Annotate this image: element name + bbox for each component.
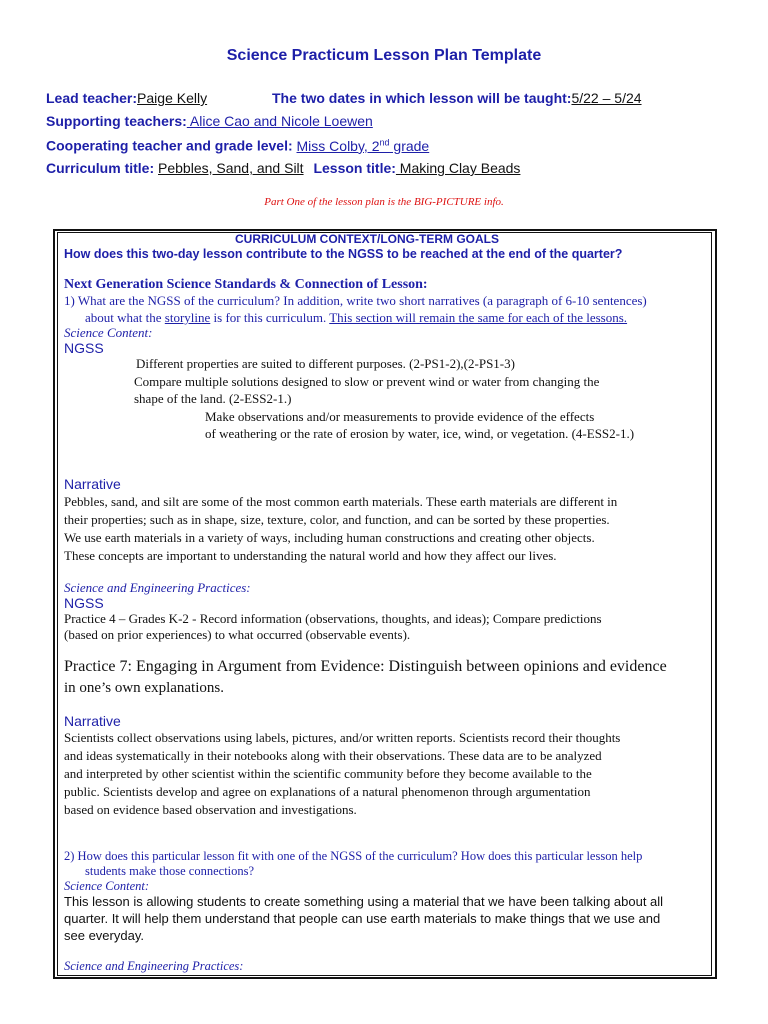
page-title: Science Practicum Lesson Plan Template <box>226 47 542 64</box>
cooperating-value-pre: Miss Colby, 2 <box>296 137 380 154</box>
curriculum-row <box>46 160 520 176</box>
q1-storyline: storyline <box>164 310 211 325</box>
q1-line2 <box>85 310 627 326</box>
narrative-label-2: Narrative <box>64 713 121 729</box>
ngss-label-2: NGSS <box>64 595 104 611</box>
practice4-line: (based on prior experiences) to what occurred (observable events). <box>64 627 411 642</box>
q2-line1: 2) How does this particular lesson fit with one of the NGSS of the curriculum? How does this particular lesson help <box>64 849 643 863</box>
science-content-label-2: Science Content: <box>64 879 150 893</box>
q2-line2: students make those connections? <box>85 864 255 878</box>
std2-line1: Compare multiple solutions designed to slow or prevent wind or water from changing the <box>134 374 600 389</box>
dates-value: 5/22 – 5/24 <box>571 90 642 106</box>
narrative2-line: Scientists collect observations using labels, pictures, and/or written reports. Scientists record their thoughts <box>64 730 621 745</box>
lead-teacher-value: Paige Kelly <box>137 90 208 106</box>
lead-teacher-row <box>46 90 225 106</box>
narrative2-line: based on evidence based observation and investigations. <box>64 802 357 817</box>
practice4-line: Practice 4 – Grades K-2 - Record information (observations, thoughts, and ideas); Compare predictions <box>64 611 602 626</box>
narrative2-line: public. Scientists develop and agree on explanations of a natural phenomenon through argumentation <box>64 784 591 799</box>
science-content-label: Science Content: <box>64 325 153 340</box>
narrative-label: Narrative <box>64 476 121 492</box>
std3-line1: Make observations and/or measurements to provide evidence of the effects <box>205 409 595 424</box>
practice7-line: Practice 7: Engaging in Argument from Evidence: Distinguish between opinions and evidence <box>64 658 667 675</box>
narrative2-line: and ideas systematically in their notebooks along with their observations. These data are to be analyzed <box>64 748 602 763</box>
supporting-row <box>46 113 373 129</box>
narrative1-line: Pebbles, sand, and silt are some of the most common earth materials. These earth materials are different in <box>64 494 618 509</box>
lesson-value: Making Clay Beads <box>395 160 521 176</box>
sep-label: Science and Engineering Practices: <box>64 580 251 595</box>
q1-line2d: This section will remain the same for each of the lessons. <box>329 310 628 325</box>
cooperating-value-post: grade <box>389 137 430 154</box>
q1-line2a: about what the <box>85 310 165 325</box>
sep-label-2: Science and Engineering Practices: <box>64 959 244 973</box>
cooperating-row <box>46 137 429 154</box>
cooperating-label: Cooperating teacher and grade level: <box>46 137 293 154</box>
std1: Different properties are suited to different purposes. (2-PS1-2),(2-PS1-3) <box>136 356 515 371</box>
narrative1-line: their properties; such as in shape, size, texture, color, and function, and can be sorted by these properties. <box>64 512 610 527</box>
ngss-heading: Next Generation Science Standards & Connection of Lesson: <box>64 277 428 292</box>
box-heading: CURRICULUM CONTEXT/LONG-TERM GOALS <box>235 232 499 246</box>
supporting-value: Alice Cao and Nicole Loewen <box>186 113 373 129</box>
supporting-label: Supporting teachers: <box>46 113 187 129</box>
narrative1-line: We use earth materials in a variety of ways, including human constructions and creating other objects. <box>64 530 595 545</box>
lesson-text-line: quarter. It will help them understand that people can use earth materials to make things that we use and <box>64 911 661 926</box>
curriculum-label: Curriculum title: <box>46 160 155 176</box>
narrative1-line: These concepts are important to understanding the natural world and how they affect our lives. <box>64 548 557 563</box>
lesson-label: Lesson title: <box>313 160 396 176</box>
narrative2-line: and interpreted by other scientist within the scientific community before they become available to the <box>64 766 592 781</box>
dates-label: The two dates in which lesson will be taught: <box>272 90 572 106</box>
lead-teacher-label: Lead teacher: <box>46 90 138 106</box>
big-picture-note: Part One of the lesson plan is the BIG-PICTURE info. <box>264 196 504 208</box>
q1-line1: 1) What are the NGSS of the curriculum? In addition, write two short narratives (a paragraph of 6-10 sentences) <box>64 293 647 308</box>
lesson-text-line: This lesson is allowing students to create something using a material that we have been talking about all <box>64 894 664 909</box>
cooperating-value-sup: nd <box>379 137 390 147</box>
box-question: How does this two-day lesson contribute to the NGSS to be reached at the end of the quarter? <box>64 247 623 261</box>
std2-line2: shape of the land. (2-ESS2-1.) <box>134 391 292 406</box>
dates-row <box>272 90 642 106</box>
practice7-line: in one’s own explanations. <box>64 680 224 696</box>
cooperating-value <box>297 138 430 154</box>
ngss-label: NGSS <box>64 340 104 356</box>
lesson-text-line: see everyday. <box>64 928 144 943</box>
std3-line2: of weathering or the rate of erosion by water, ice, wind, or vegetation. (4-ESS2-1.) <box>205 426 635 441</box>
q1-line2c: is for this curriculum. <box>210 310 330 325</box>
curriculum-value: Pebbles, Sand, and Silt <box>158 160 304 176</box>
